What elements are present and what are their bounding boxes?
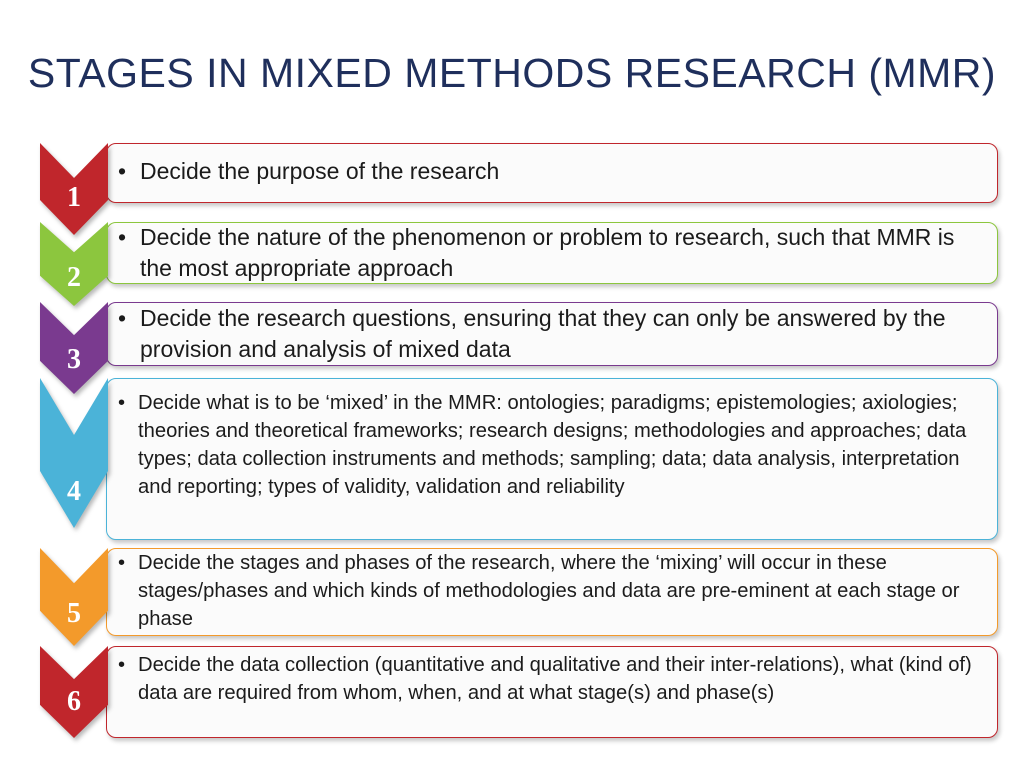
stage-5 [40, 548, 1000, 636]
stage-5-number: 5 [67, 598, 81, 629]
stage-6-number: 6 [67, 686, 81, 717]
stage-2 [40, 222, 1000, 293]
stage-5-text: • Decide the stages and phases of the research, where the ‘mixing’ will occur in these stages/phases and which kinds of methodologies and data are pre-eminent at each stage or phase [118, 549, 986, 633]
stage-4-number: 4 [67, 476, 81, 507]
stage-1 [40, 143, 1000, 213]
page-title: STAGES IN MIXED METHODS RESEARCH (MMR) [27, 50, 997, 96]
stage-3 [40, 302, 1000, 375]
stage-4-text: • Decide what is to be ‘mixed’ in the MMR: ontologies; paradigms; epistemologies; axiologies; theories and theoretical frameworks; research designs; methodologies and approaches; data types; data collection instruments and methods; sampling; data; data analysis, interpretation and reporting; types of validity, validation and reliability [118, 389, 986, 501]
stage-2-text: • Decide the nature of the phenomenon or problem to research, such that MMR is the most appropriate approach [118, 222, 986, 284]
stage-3-label: Decide the research questions, ensuring that they can only be answered by the provision and analysis of mixed data [140, 305, 946, 362]
stage-4 [40, 378, 1000, 540]
stage-6 [40, 646, 1000, 738]
stage-6-label: Decide the data collection (quantitative and qualitative and their inter-relations), what (kind of) data are required from whom, when, and at what stage(s) and phase(s) [138, 654, 972, 704]
stage-5-chevron [40, 548, 108, 646]
stage-4-label: Decide what is to be ‘mixed’ in the MMR: ontologies; paradigms; epistemologies; axiologies; theories and theoretical frameworks; research designs; methodologies and approaches; data types; data collection instruments and methods; sampling; data; data analysis, interpretation and reporting; types of validity, validation and reliability [138, 392, 967, 498]
stage-3-text: • Decide the research questions, ensuring that they can only be answered by the provision and analysis of mixed data [118, 303, 986, 365]
stage-1-label: Decide the purpose of the research [140, 158, 500, 184]
stage-6-text: • Decide the data collection (quantitative and qualitative and their inter-relations), what (kind of) data are required from whom, when, and at what stage(s) and phase(s) [118, 651, 986, 707]
stage-3-number: 3 [67, 344, 81, 375]
stage-2-label: Decide the nature of the phenomenon or problem to research, such that MMR is the most appropriate approach [140, 224, 955, 281]
stage-2-number: 2 [67, 262, 81, 293]
stage-5-label: Decide the stages and phases of the research, where the ‘mixing’ will occur in these stages/phases and which kinds of methodologies and data are pre-eminent at each stage or phase [138, 552, 960, 630]
stage-1-number: 1 [67, 182, 81, 213]
stage-1-text: • Decide the purpose of the research [118, 156, 986, 187]
